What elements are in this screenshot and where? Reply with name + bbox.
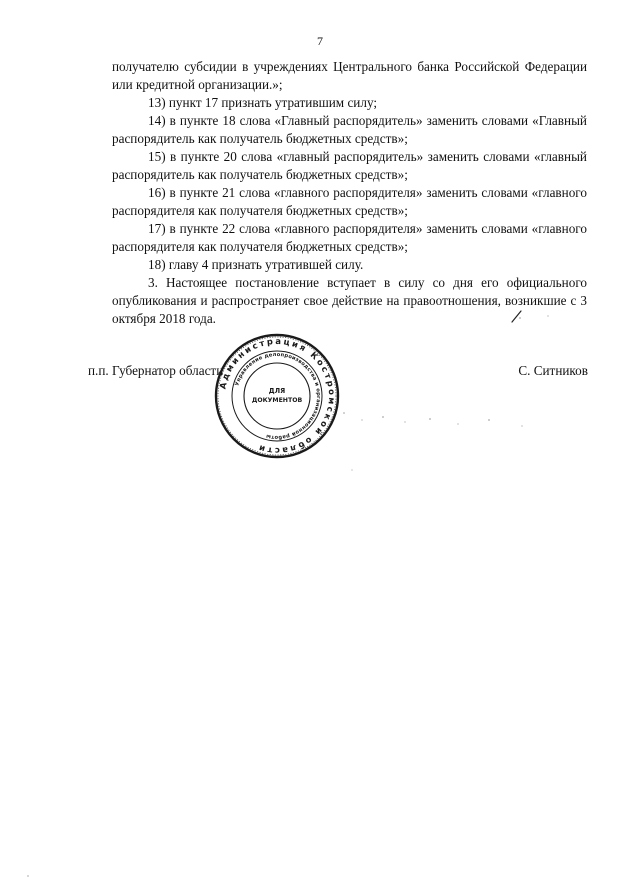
official-seal-icon [214,333,340,459]
page-number: 7 [317,34,323,48]
paragraph-continuation: получателю субсидии в учреждениях Центрального банка Российской Федерации или кредитной организации.»; [112,59,587,92]
paragraph-item-13: 13) пункт 17 признать утратившим силу; [148,95,378,110]
paragraph-item-14: 14) в пункте 18 слова «Главный распорядитель» заменить словами «Главный распорядитель как получатель бюджетных средств»; [112,113,587,146]
paragraph-item-17: 17) в пункте 22 слова «главного распорядителя» заменить словами «главного распорядителя как получателя бюджетных средств»; [112,221,587,254]
signatory-name: С. Ситников [518,363,588,378]
document-body [112,58,587,328]
paragraph-item-15: 15) в пункте 20 слова «главный распорядитель» заменить словами «главный распорядитель как получатель бюджетных средств»; [112,149,587,182]
paragraph-item-16: 16) в пункте 21 слова «главного распорядителя» заменить словами «главного распорядителя как получателя бюджетных средств»; [112,185,587,218]
seal-inner-text: Управление делопроизводства и организационной работы [234,351,322,441]
paragraph-item-18: 18) главу 4 признать утратившей силу. [148,257,364,272]
pen-mark-icon [510,308,524,324]
seal-center-line-1: ДЛЯ [268,387,286,395]
seal-center-line-2: ДОКУМЕНТОВ [251,397,303,404]
paragraph-section-3: 3. Настоящее постановление вступает в силу со дня его официального опубликования и распространяет свое действие на правоотношения, возникшие с 3 октября 2018 года. [112,275,587,326]
signatory-position: п.п. Губернатор области [88,363,224,378]
seal-outer-text: Администрация Костромской области [217,335,338,457]
